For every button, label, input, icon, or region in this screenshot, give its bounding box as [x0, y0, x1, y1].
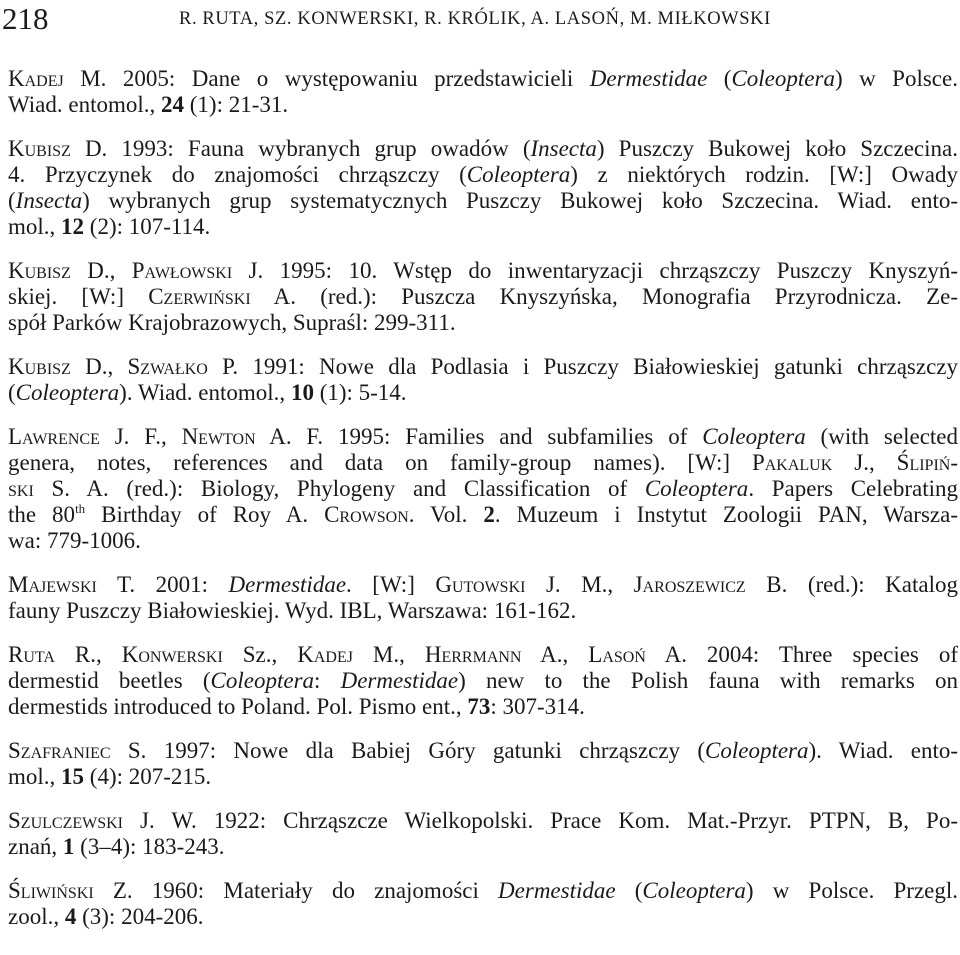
reference-text: Coleoptera	[731, 66, 835, 91]
reference-text: A. (red.): Puszcza Knyszyńska, Monografia Przyrodnicza. Ze-	[250, 284, 959, 309]
reference-entry	[8, 642, 958, 720]
reference-entry	[8, 808, 958, 860]
reference-line	[8, 668, 959, 694]
reference-text: Dermestidae	[589, 66, 708, 91]
reference-text: Jaroszewicz	[633, 572, 746, 597]
reference-text: D. 1993: Fauna wybranych grup owadów (	[70, 136, 531, 161]
reference-text: Sz.,	[222, 642, 298, 667]
reference-text: . Vol.	[408, 502, 484, 527]
reference-text: Z. 1960: Materiały do znajomości	[93, 878, 499, 903]
reference-text: R.,	[54, 642, 122, 667]
reference-text: :	[314, 668, 341, 693]
reference-line	[8, 284, 959, 310]
reference-text: (with selected	[805, 424, 959, 449]
reference-entry	[8, 424, 958, 554]
reference-text: (3): 204-206.	[76, 904, 204, 929]
reference-text: Coleoptera	[466, 162, 571, 187]
reference-line	[8, 598, 958, 624]
reference-text: . [W:]	[346, 572, 436, 597]
reference-entry	[8, 878, 958, 930]
reference-text: Ruta	[8, 642, 55, 667]
reference-text: Lasoń	[588, 642, 646, 667]
reference-text: Kadej	[8, 66, 64, 91]
reference-text: 24	[161, 92, 185, 117]
reference-text: A.,	[521, 642, 589, 667]
reference-text: (1): 21-31.	[184, 92, 289, 117]
reference-line	[8, 450, 958, 476]
reference-line	[8, 92, 958, 118]
reference-text: 4. Przyczynek do znajomości chrząszczy (	[8, 162, 467, 187]
reference-line	[8, 764, 958, 790]
reference-text: 10	[290, 380, 314, 405]
reference-text: Majewski	[8, 572, 97, 597]
reference-list	[8, 66, 958, 948]
reference-text: J. M.,	[525, 572, 634, 597]
reference-text: P. 1991: Nowe dla Podlasia i Puszczy Białowieskiej gatunki chrząszczy	[207, 354, 958, 379]
reference-text: Newton	[181, 424, 256, 449]
reference-text: (	[615, 878, 643, 903]
reference-line	[8, 878, 959, 904]
reference-line	[8, 258, 958, 284]
reference-text: Lawrence	[8, 424, 100, 449]
reference-text: A. F. 1995: Families and subfamilies of	[255, 424, 703, 449]
reference-text: J. F.,	[99, 424, 182, 449]
reference-text: mol.,	[8, 214, 62, 239]
reference-text: Insecta	[15, 188, 83, 213]
reference-text: Crowson	[324, 502, 409, 527]
reference-text: Insecta	[530, 136, 597, 161]
reference-text: (1): 5-14.	[313, 380, 407, 405]
reference-text: Coleoptera	[15, 380, 120, 405]
reference-text: 4	[64, 904, 77, 929]
reference-text: the 80	[8, 502, 76, 527]
reference-text: M. 2005: Dane o występowaniu przedstawicieli	[63, 66, 590, 91]
reference-text: Coleoptera	[705, 738, 809, 763]
reference-text: Birthday of Roy A.	[85, 502, 325, 527]
reference-text: 1	[62, 834, 75, 859]
reference-text: ) w Polsce. Przegl.	[745, 878, 959, 903]
page-header	[0, 0, 960, 40]
reference-text: D.,	[70, 354, 128, 379]
reference-line	[8, 424, 959, 450]
reference-text: ) wybranych grup systematycznych Puszczy Bukowej koło Szczecina. Wiad. ento-	[82, 188, 958, 213]
reference-text: 2	[483, 502, 495, 527]
reference-text: dermestid beetles (	[8, 668, 211, 693]
running-head: R. RUTA, SZ. KONWERSKI, R. KRÓLIK, A. LASOŃ, M. MIŁKOWSKI	[179, 9, 771, 29]
reference-text: Coleoptera	[210, 668, 315, 693]
reference-text: ) z niektórych rodzin. [W:] Owady	[570, 162, 958, 187]
reference-text: Kubisz	[8, 136, 71, 161]
reference-text: (	[8, 380, 16, 405]
reference-text: Kubisz	[8, 354, 71, 379]
reference-line	[8, 66, 958, 92]
reference-text: S. A. (red.): Biology, Phylogeny and Classification of	[33, 476, 645, 501]
reference-entry	[8, 258, 958, 336]
reference-text: (	[707, 66, 732, 91]
reference-text: Śliwiński	[8, 878, 94, 903]
reference-text: fauny Puszczy Białowieskiej. Wyd. IBL, Warszawa: 161-162.	[8, 598, 577, 623]
reference-text: mol.,	[8, 764, 62, 789]
reference-line	[8, 310, 958, 336]
reference-text: Dermestidae	[228, 572, 347, 597]
reference-text: Pakaluk	[751, 450, 833, 475]
reference-line	[8, 354, 958, 380]
reference-text: 15	[61, 764, 85, 789]
reference-line	[8, 642, 958, 668]
reference-text: (2): 107-114.	[84, 214, 211, 239]
reference-text: Szafraniec	[8, 738, 111, 763]
reference-text: J. 1995: 10. Wstęp do inwentaryzacji chrząszczy Puszczy Knyszyń-	[232, 258, 958, 283]
reference-text: J.,	[832, 450, 897, 475]
reference-entry	[8, 738, 958, 790]
reference-text: Coleoptera	[644, 476, 749, 501]
reference-text: Coleoptera	[642, 878, 746, 903]
reference-entry	[8, 354, 958, 406]
reference-entry	[8, 136, 958, 240]
reference-text: Szwałko	[127, 354, 208, 379]
reference-text: Coleoptera	[702, 424, 806, 449]
reference-line	[8, 476, 958, 502]
reference-text: (	[8, 188, 16, 213]
reference-line	[8, 694, 958, 720]
reference-line	[8, 528, 958, 554]
reference-text: (3–4): 183-243.	[74, 834, 225, 859]
reference-line	[8, 501, 958, 528]
reference-text: . Papers Celebrating	[748, 476, 958, 501]
reference-text: B. (red.): Katalog	[745, 572, 958, 597]
reference-text: : 307-314.	[490, 694, 585, 719]
reference-text: Wiad. entomol.,	[8, 92, 162, 117]
reference-text: Dermestidae	[340, 668, 459, 693]
reference-text: znań,	[8, 834, 63, 859]
reference-text: ) Puszczy Bukowej koło Szczecina.	[596, 136, 958, 161]
reference-text: (4): 207-215.	[84, 764, 212, 789]
reference-text: T. 2001:	[96, 572, 229, 597]
reference-text: Czerwiński	[148, 284, 251, 309]
reference-line	[8, 834, 958, 860]
reference-text: ) new to the Polish fauna with remarks on	[458, 668, 959, 693]
reference-text: 12	[61, 214, 85, 239]
reference-text: . Muzeum i Instytut Zoologii PAN, Warsza-	[494, 502, 958, 527]
reference-line	[8, 162, 958, 188]
reference-line	[8, 904, 958, 930]
reference-text: D.,	[70, 258, 132, 283]
reference-text: wa: 779-1006.	[8, 528, 141, 553]
reference-text: Pawłowski	[131, 258, 233, 283]
reference-line	[8, 214, 958, 240]
reference-text: Gutowski	[435, 572, 526, 597]
reference-entry	[8, 572, 958, 624]
reference-text: J. W. 1922: Chrząszcze Wielkopolski. Prace Kom. Mat.-Przyr. PTPN, B, Po-	[123, 808, 958, 833]
reference-text: A. 2004: Three species of	[645, 642, 958, 667]
reference-line	[8, 136, 958, 162]
reference-text: Konwerski	[121, 642, 223, 667]
reference-text: dermestids introduced to Poland. Pol. Pismo ent.,	[8, 694, 468, 719]
reference-text: th	[75, 501, 86, 516]
reference-text: 73	[467, 694, 491, 719]
reference-text: skiej. [W:]	[8, 284, 149, 309]
reference-text: ski	[8, 476, 34, 501]
reference-text: Szulczewski	[8, 808, 123, 833]
reference-text: Dermestidae	[498, 878, 616, 903]
reference-line	[8, 738, 958, 764]
reference-text: Kubisz	[8, 258, 71, 283]
reference-text: zool.,	[8, 904, 65, 929]
page-number: 218	[2, 1, 49, 36]
reference-text: S. 1997: Nowe dla Babiej Góry gatunki chrząszczy (	[110, 738, 706, 763]
reference-entry	[8, 66, 958, 118]
reference-text: Ślipiń-	[896, 450, 958, 475]
reference-text: Kadej	[297, 642, 353, 667]
reference-text: M.,	[352, 642, 425, 667]
reference-line	[8, 572, 958, 598]
reference-line	[8, 808, 958, 834]
reference-line	[8, 188, 958, 214]
reference-text: ). Wiad. ento-	[808, 738, 958, 763]
reference-text: Herrmann	[424, 642, 522, 667]
reference-line	[8, 380, 958, 406]
reference-text: ). Wiad. entomol.,	[119, 380, 291, 405]
reference-text: spół Parków Krajobrazowych, Supraśl: 299-311.	[8, 310, 456, 335]
reference-text: ) w Polsce.	[834, 66, 958, 91]
reference-text: genera, notes, references and data on family-group names). [W:]	[8, 450, 752, 475]
